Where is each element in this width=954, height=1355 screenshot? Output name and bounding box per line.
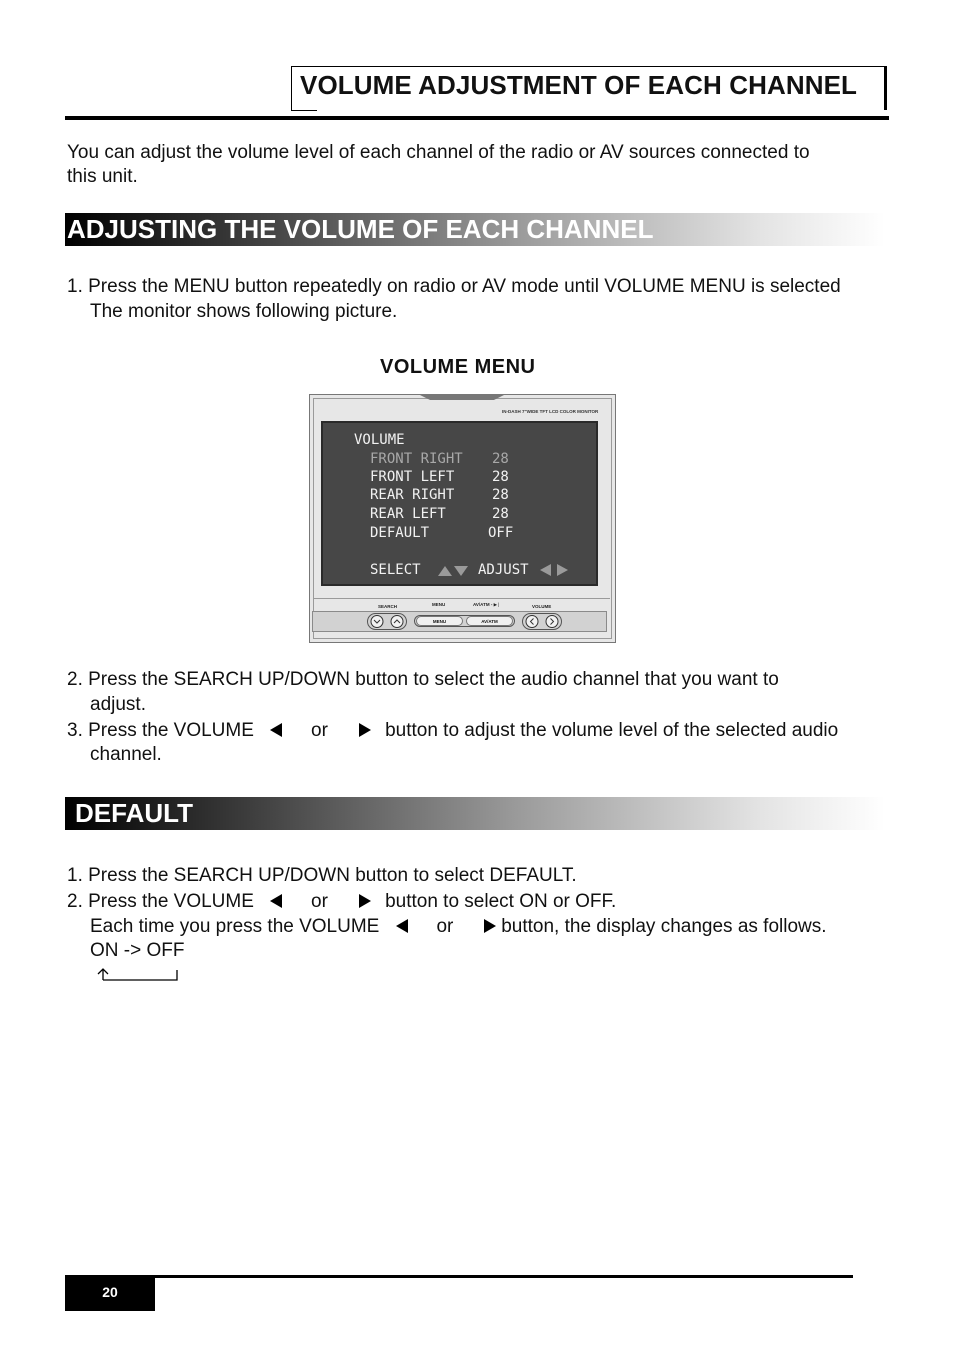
osd-row-label: REAR RIGHT [370, 487, 455, 503]
osd-row-label: FRONT LEFT [370, 469, 455, 485]
cycle-return-arrow-icon [94, 964, 184, 984]
volume-left-triangle-icon [270, 723, 282, 737]
osd-adjust-label: ADJUST [478, 562, 529, 578]
section-title-default: DEFAULT [75, 798, 193, 828]
osd-row-value: 28 [492, 469, 509, 485]
intro-line-2: this unit. [67, 166, 138, 187]
default-step-2b-prefix: Each time you press the VOLUME [90, 916, 380, 937]
osd-row-value: 28 [492, 506, 509, 522]
default-step-2-prefix: 2. Press the VOLUME [67, 891, 254, 912]
volume-left-right-icon [524, 614, 560, 629]
panel-label-avatm: AV/ATM - ▶❘ [473, 602, 501, 607]
panel-label-volume: VOLUME [532, 604, 552, 609]
osd-row-label: DEFAULT [370, 525, 430, 541]
title-notch [291, 110, 317, 111]
osd-row-value: 28 [492, 451, 509, 467]
panel-label-menu: MENU [432, 602, 446, 607]
default-step-2-suffix: button to select ON or OFF. [385, 891, 617, 912]
volume-right-triangle-icon [484, 919, 496, 933]
default-step-1: 1. Press the SEARCH UP/DOWN button to select DEFAULT. [67, 865, 577, 886]
page-number: 20 [102, 1284, 118, 1300]
up-down-arrows-icon [437, 563, 469, 577]
figure-caption: VOLUME MENU [380, 356, 536, 378]
volume-left-triangle-icon [270, 894, 282, 908]
section-title-adjusting: ADJUSTING THE VOLUME OF EACH CHANNEL [67, 214, 654, 244]
intro-line-1: You can adjust the volume level of each channel of the radio or AV sources connected to [67, 142, 810, 163]
osd-row-label: FRONT RIGHT [370, 451, 463, 467]
search-up-down-icon [369, 614, 405, 629]
step-3-line-1 [67, 718, 838, 743]
left-right-arrows-icon [539, 563, 571, 577]
step-2-line-1: 2. Press the SEARCH UP/DOWN button to select the audio channel that you want to [67, 669, 779, 690]
page-title: VOLUME ADJUSTMENT OF EACH CHANNEL [300, 70, 858, 100]
monitor-top-tab [420, 395, 504, 400]
volume-left-triangle-icon [396, 919, 408, 933]
step-2-line-2: adjust. [90, 694, 146, 715]
monitor-brand-text: IN-DASH 7"WIDE TFT LCD COLOR MONITOR [502, 409, 599, 414]
osd-row-label: REAR LEFT [370, 506, 446, 522]
panel-divider [314, 598, 610, 599]
default-step-2b-or: or [436, 916, 454, 937]
footer-rule [65, 1275, 853, 1278]
volume-right-triangle-icon [359, 723, 371, 737]
step-3-prefix: 3. Press the VOLUME [67, 720, 254, 741]
step-1-line-2: The monitor shows following picture. [90, 301, 398, 322]
step-3-or: or [311, 720, 328, 741]
default-step-2 [67, 889, 616, 914]
title-rule [65, 116, 889, 120]
osd-row-value: 28 [492, 487, 509, 503]
default-step-2b-suffix: button, the display changes as follows. [501, 916, 827, 937]
avatm-button: AV/ATM [466, 616, 513, 626]
step-1-line-1: 1. Press the MENU button repeatedly on radio or AV mode until VOLUME MENU is selected [67, 276, 841, 297]
osd-select-label: SELECT [370, 562, 421, 578]
step-3-line-2: channel. [90, 744, 162, 765]
menu-button: MENU [416, 616, 463, 626]
default-step-2b [90, 914, 827, 939]
step-3-suffix: button to adjust the volume level of the selected audio [385, 720, 839, 741]
panel-label-search: SEARCH [378, 604, 398, 609]
default-step-2-or: or [311, 891, 328, 912]
volume-right-triangle-icon [359, 894, 371, 908]
osd-title: VOLUME [354, 432, 405, 448]
on-off-cycle: ON -> OFF [90, 940, 185, 961]
osd-row-value: OFF [488, 525, 514, 541]
